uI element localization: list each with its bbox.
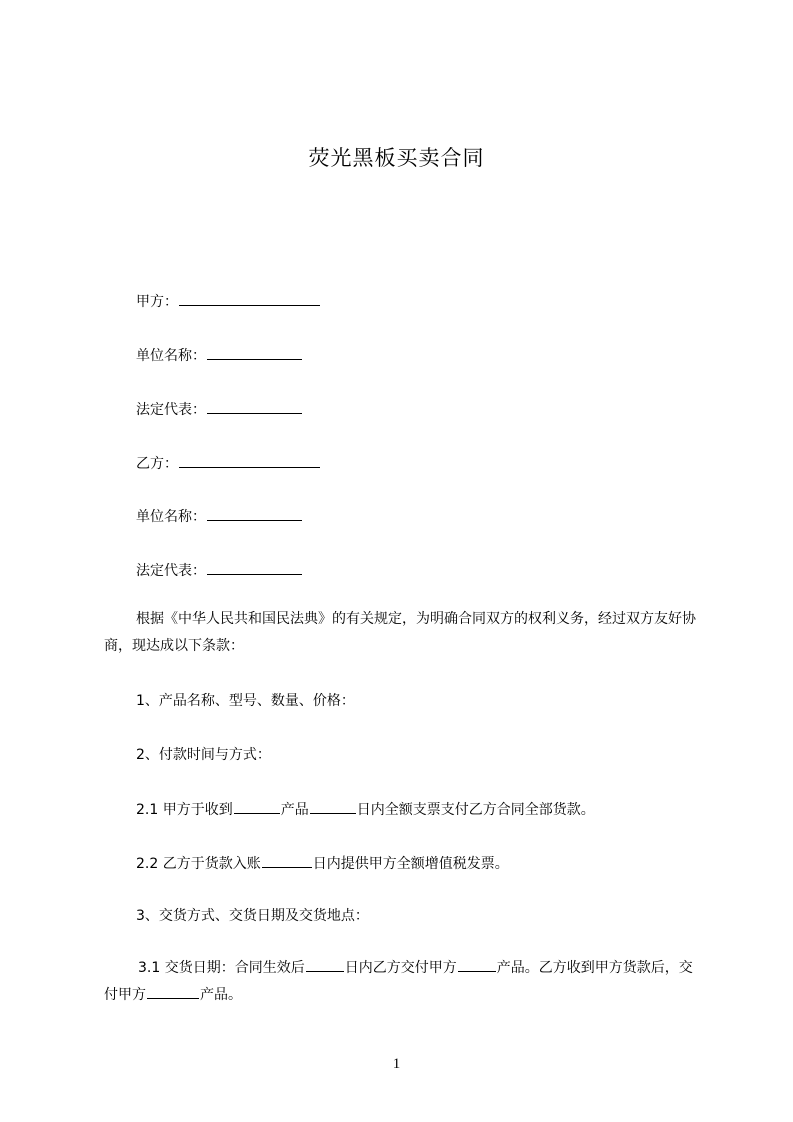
party-b-label: 乙方：: [136, 456, 178, 472]
party-a-rep-label: 法定代表：: [136, 402, 206, 418]
clause-3-1-part-d: 产品。: [200, 987, 242, 1003]
clause-1: 1、产品名称、型号、数量、价格：: [136, 693, 355, 709]
party-b-rep-blank[interactable]: [207, 560, 302, 575]
party-a-rep-blank[interactable]: [207, 399, 302, 414]
clause-2: 2、付款时间与方式：: [136, 747, 271, 763]
party-b-line: [136, 453, 321, 474]
party-a-unit-line: [136, 345, 303, 366]
clause-2-2-blank[interactable]: [262, 853, 312, 868]
clause-2-2: [136, 853, 509, 874]
party-a-line: [136, 291, 321, 312]
contract-title: 荧光黑板买卖合同: [308, 146, 485, 170]
clause-2-1-part-b: 产品: [280, 802, 309, 818]
clause-2-1-part-a: 2.1 甲方于收到: [136, 802, 233, 818]
clause-3-1-blank-2[interactable]: [458, 957, 496, 972]
clause-3: 3、交货方式、交货日期及交货地点：: [136, 908, 369, 924]
clause-2-1-part-c: 日内全额支票支付乙方合同全部货款。: [356, 802, 595, 818]
clause-2-2-part-b: 日内提供甲方全额增值税发票。: [312, 856, 509, 872]
party-b-unit-line: [136, 506, 303, 527]
clause-3-1-part-a: 3.1 交货日期：合同生效后: [138, 960, 305, 976]
party-b-unit-label: 单位名称：: [136, 509, 206, 525]
party-a-unit-blank[interactable]: [207, 345, 302, 360]
clause-3-1: [104, 955, 704, 1009]
clause-3-1-blank-1[interactable]: [306, 957, 344, 972]
clause-2-2-part-a: 2.2 乙方于货款入账: [136, 856, 261, 872]
clause-2-1: [136, 799, 595, 820]
page-number: 1: [392, 1056, 401, 1072]
clause-3-1-blank-3[interactable]: [147, 984, 199, 999]
party-a-blank[interactable]: [179, 291, 320, 306]
party-b-blank[interactable]: [179, 453, 320, 468]
clause-3-1-part-b: 日内乙方交付甲方: [344, 960, 457, 976]
party-a-label: 甲方：: [136, 294, 178, 310]
party-b-rep-label: 法定代表：: [136, 563, 206, 579]
party-b-unit-blank[interactable]: [207, 506, 302, 521]
party-a-rep-line: [136, 399, 303, 420]
party-a-unit-label: 单位名称：: [136, 348, 206, 364]
party-b-rep-line: [136, 560, 303, 581]
clause-2-1-blank-1[interactable]: [234, 799, 280, 814]
clause-3-1-part-c: 产品。乙方收到甲方货款后，交付甲方: [104, 960, 693, 1003]
clause-2-1-blank-2[interactable]: [310, 799, 356, 814]
intro-paragraph: 根据《中华人民共和国民法典》的有关规定，为明确合同双方的权利义务，经过双方友好协商，现达成以下条款：: [104, 611, 696, 654]
